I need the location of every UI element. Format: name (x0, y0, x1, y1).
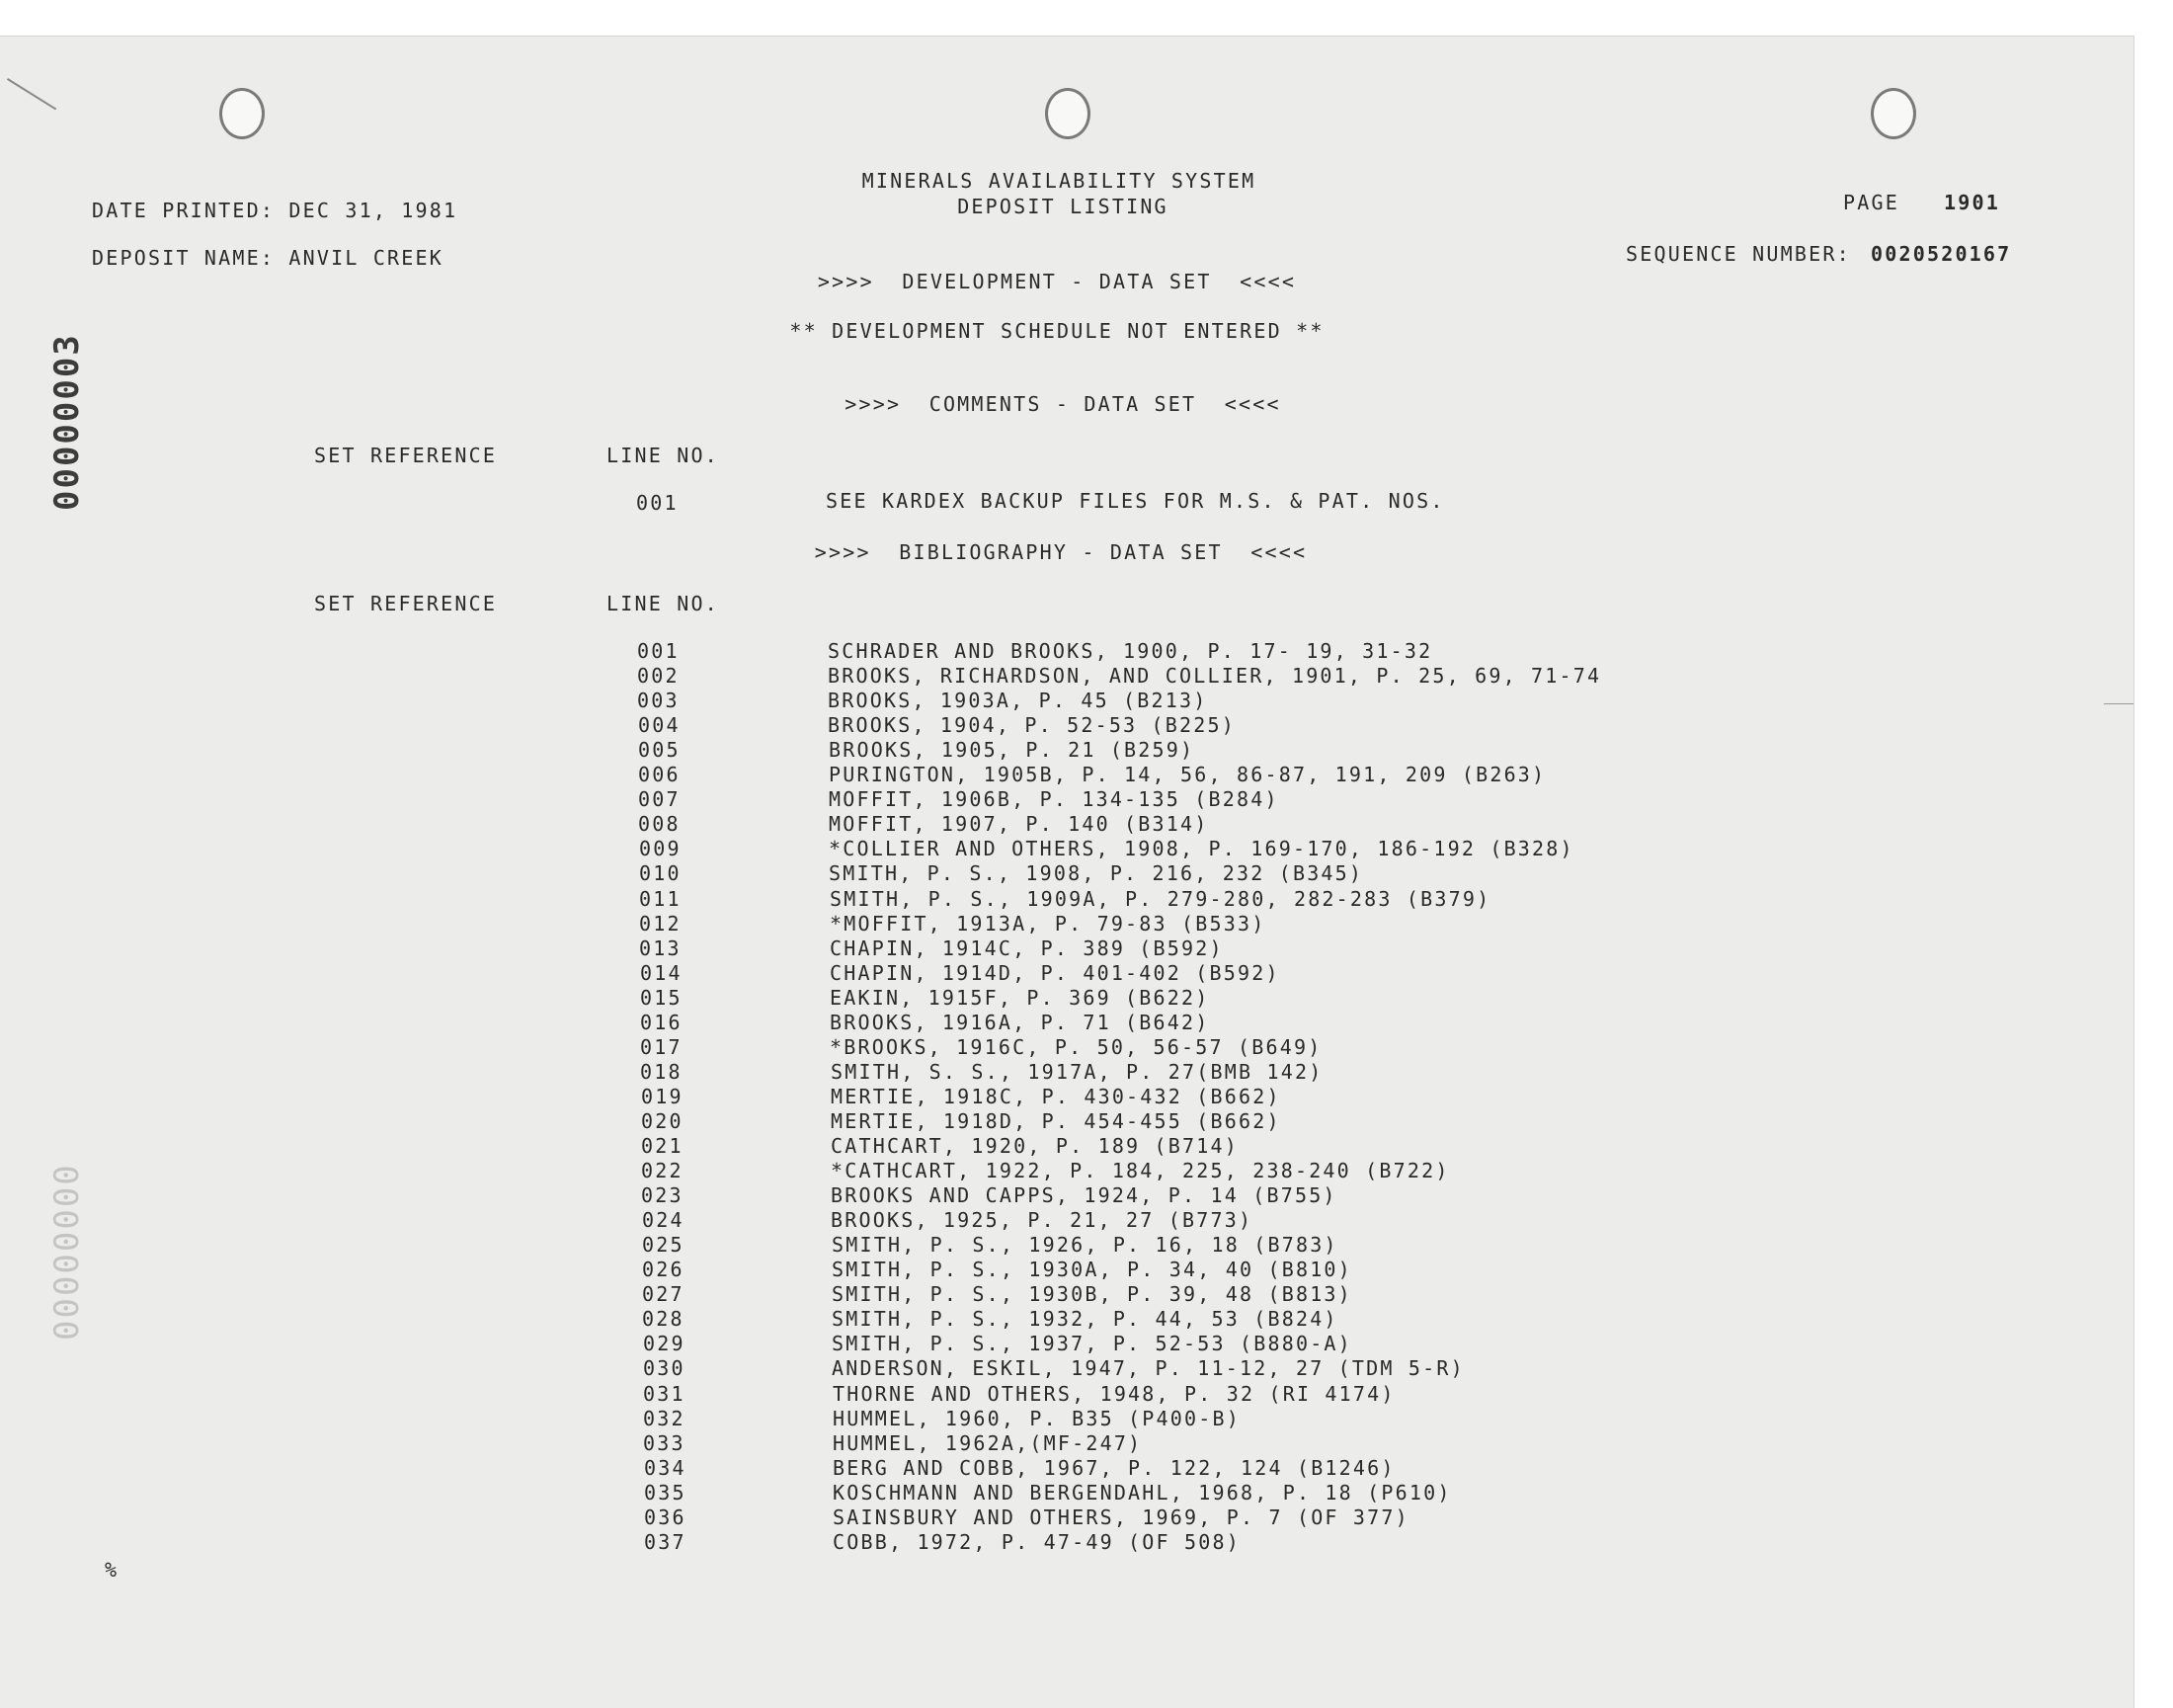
bibliography-line-number: 030 (643, 1356, 685, 1380)
page-label: PAGE (1843, 191, 1899, 214)
bibliography-entry: MERTIE, 1918D, P. 454-455 (B662) (831, 1109, 1281, 1133)
bibliography-entry: SAINSBURY AND OTHERS, 1969, P. 7 (OF 377) (833, 1505, 1409, 1529)
punch-hole-right (1871, 88, 1916, 139)
bibliography-line-number: 015 (640, 986, 683, 1010)
bibliography-entry: *MOFFIT, 1913A, P. 79-83 (B533) (830, 912, 1266, 935)
bibliography-entry: SMITH, S. S., 1917A, P. 27(BMB 142) (831, 1060, 1324, 1084)
bibliography-line-number: 022 (641, 1159, 684, 1182)
bibliography-entry: *BROOKS, 1916C, P. 50, 56-57 (B649) (830, 1035, 1323, 1059)
bibliography-col-set-reference: SET REFERENCE (314, 592, 498, 615)
bibliography-entry: SMITH, P. S., 1932, P. 44, 53 (B824) (832, 1307, 1338, 1331)
development-title: >>>> DEVELOPMENT - DATA SET <<<< (817, 270, 1297, 293)
bibliography-line-number: 007 (638, 787, 681, 811)
bibliography-line-number: 016 (640, 1011, 683, 1034)
bibliography-line-number: 001 (637, 639, 680, 663)
system-title: MINERALS AVAILABILITY SYSTEM (861, 169, 1256, 193)
sequence-number: 0020520167 (1871, 242, 2012, 266)
footer-mark: % (105, 1558, 120, 1582)
bibliography-entry: BROOKS, 1916A, P. 71 (B642) (830, 1011, 1210, 1034)
bibliography-line-number: 006 (638, 763, 681, 786)
bibliography-line-number: 025 (642, 1233, 684, 1257)
listing-subtitle: DEPOSIT LISTING (957, 195, 1168, 218)
bibliography-line-number: 011 (639, 887, 682, 911)
bibliography-line-number: 026 (642, 1258, 684, 1281)
comments-title: >>>> COMMENTS - DATA SET <<<< (845, 392, 1281, 416)
bibliography-line-number: 003 (637, 689, 680, 712)
bibliography-line-number: 013 (639, 936, 682, 960)
bibliography-line-number: 034 (644, 1456, 686, 1480)
comments-col-set-reference: SET REFERENCE (314, 444, 498, 467)
punch-hole-center (1045, 88, 1090, 139)
bibliography-entry: CHAPIN, 1914C, P. 389 (B592) (830, 936, 1224, 960)
bibliography-line-number: 004 (638, 713, 681, 737)
bibliography-line-number: 028 (642, 1307, 684, 1331)
edge-mark (2104, 703, 2133, 704)
bibliography-line-number: 035 (644, 1481, 686, 1505)
bibliography-line-number: 024 (642, 1208, 684, 1232)
bibliography-entry: SCHRADER AND BROOKS, 1900, P. 17- 19, 31-32 (828, 639, 1433, 663)
bibliography-entry: BROOKS, 1903A, P. 45 (B213) (828, 689, 1208, 712)
bibliography-line-number: 032 (643, 1407, 685, 1430)
bibliography-entry: *CATHCART, 1922, P. 184, 225, 238-240 (B722) (831, 1159, 1450, 1182)
bibliography-entry: THORNE AND OTHERS, 1948, P. 32 (RI 4174) (833, 1382, 1396, 1406)
date-printed: DATE PRINTED: DEC 31, 1981 (92, 199, 458, 222)
bibliography-line-number: 036 (644, 1505, 686, 1529)
bibliography-entry: HUMMEL, 1962A,(MF-247) (833, 1431, 1143, 1455)
bibliography-line-number: 021 (641, 1134, 684, 1158)
side-stamp-faint: 00000000 (47, 1163, 87, 1341)
bibliography-line-number: 012 (639, 912, 682, 935)
sequence-label: SEQUENCE NUMBER: (1626, 242, 1851, 266)
deposit-name: DEPOSIT NAME: ANVIL CREEK (92, 246, 444, 270)
comment-line-number: 001 (636, 491, 679, 515)
bibliography-entry: BROOKS, RICHARDSON, AND COLLIER, 1901, P. 25, 69, 71-74 (828, 664, 1602, 688)
bibliography-entry: MOFFIT, 1907, P. 140 (B314) (829, 812, 1209, 836)
bibliography-line-number: 014 (640, 961, 683, 985)
bibliography-entry: BROOKS, 1925, P. 21, 27 (B773) (831, 1208, 1253, 1232)
bibliography-line-number: 017 (640, 1035, 683, 1059)
bibliography-entry: HUMMEL, 1960, P. B35 (P400-B) (833, 1407, 1241, 1430)
bibliography-line-number: 018 (640, 1060, 683, 1084)
bibliography-line-number: 029 (643, 1332, 685, 1355)
bibliography-line-number: 002 (637, 664, 680, 688)
bibliography-entry: SMITH, P. S., 1930B, P. 39, 48 (B813) (832, 1282, 1352, 1306)
bibliography-entry: SMITH, P. S., 1930A, P. 34, 40 (B810) (832, 1258, 1352, 1281)
bibliography-col-line-no: LINE NO. (606, 592, 719, 615)
bibliography-entry: EAKIN, 1915F, P. 369 (B622) (830, 986, 1210, 1010)
bibliography-line-number: 020 (641, 1109, 684, 1133)
bibliography-entry: PURINGTON, 1905B, P. 14, 56, 86-87, 191, 209 (B263) (829, 763, 1547, 786)
bibliography-line-number: 023 (641, 1183, 684, 1207)
bibliography-title: >>>> BIBLIOGRAPHY - DATA SET <<<< (814, 540, 1308, 564)
bibliography-entry: COBB, 1972, P. 47-49 (OF 508) (833, 1530, 1241, 1554)
side-stamp: 00000003 (47, 333, 87, 511)
bibliography-entry: BROOKS AND CAPPS, 1924, P. 14 (B755) (831, 1183, 1337, 1207)
bibliography-entry: SMITH, P. S., 1937, P. 52-53 (B880-A) (832, 1332, 1352, 1355)
comment-text: SEE KARDEX BACKUP FILES FOR M.S. & PAT. NOS. (826, 489, 1445, 513)
bibliography-entry: MOFFIT, 1906B, P. 134-135 (B284) (829, 787, 1279, 811)
bibliography-line-number: 009 (639, 837, 682, 860)
bibliography-entry: CHAPIN, 1914D, P. 401-402 (B592) (830, 961, 1280, 985)
bibliography-entry: MERTIE, 1918C, P. 430-432 (B662) (831, 1085, 1281, 1108)
folded-corner (0, 78, 56, 143)
bibliography-entry: CATHCART, 1920, P. 189 (B714) (831, 1134, 1239, 1158)
bibliography-line-number: 037 (644, 1530, 686, 1554)
bibliography-entry: BROOKS, 1905, P. 21 (B259) (829, 738, 1195, 762)
bibliography-entry: BERG AND COBB, 1967, P. 122, 124 (B1246) (833, 1456, 1396, 1480)
bibliography-line-number: 027 (642, 1282, 684, 1306)
bibliography-entry: BROOKS, 1904, P. 52-53 (B225) (828, 713, 1236, 737)
bibliography-line-number: 019 (641, 1085, 684, 1108)
punch-hole-left (219, 88, 265, 139)
bibliography-entry: ANDERSON, ESKIL, 1947, P. 11-12, 27 (TDM 5-R) (832, 1356, 1465, 1380)
bibliography-entry: SMITH, P. S., 1909A, P. 279-280, 282-283 (B379) (830, 887, 1491, 911)
bibliography-line-number: 010 (639, 861, 682, 885)
bibliography-line-number: 005 (638, 738, 681, 762)
bibliography-entry: *COLLIER AND OTHERS, 1908, P. 169-170, 186-192 (B328) (829, 837, 1574, 860)
page-number: 1901 (1944, 191, 2000, 214)
bibliography-line-number: 033 (643, 1431, 685, 1455)
bibliography-line-number: 008 (638, 812, 681, 836)
bibliography-line-number: 031 (643, 1382, 685, 1406)
comments-col-line-no: LINE NO. (606, 444, 719, 467)
bibliography-entry: SMITH, P. S., 1926, P. 16, 18 (B783) (832, 1233, 1338, 1257)
bibliography-entry: KOSCHMANN AND BERGENDAHL, 1968, P. 18 (P610) (833, 1481, 1452, 1505)
bibliography-entry: SMITH, P. S., 1908, P. 216, 232 (B345) (829, 861, 1364, 885)
printout-page (0, 36, 2134, 1708)
development-note: ** DEVELOPMENT SCHEDULE NOT ENTERED ** (789, 319, 1325, 343)
